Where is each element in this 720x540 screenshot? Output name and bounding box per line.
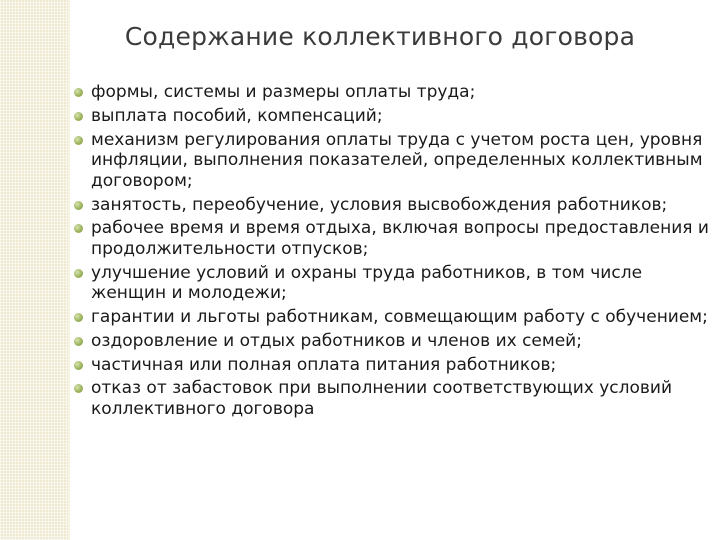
list-item [72, 331, 712, 352]
stripe-edge [68, 0, 70, 540]
list-item [72, 82, 712, 103]
bullet-icon [74, 361, 83, 370]
list-item-text: выплата пособий, компенсаций; [91, 105, 383, 126]
bullet-icon [74, 313, 83, 322]
list-item [72, 195, 712, 216]
bullet-icon [74, 224, 83, 233]
list-item [72, 378, 712, 419]
list-item-text: гарантии и льготы работникам, совмещающим работу с обучением; [91, 307, 708, 328]
list-item [72, 263, 712, 304]
list-item-text: формы, системы и размеры оплаты труда; [91, 82, 476, 102]
bullet-icon [74, 136, 83, 145]
list-item [72, 218, 712, 259]
list-item-text: занятость, переобучение, условия высвобождения работников; [91, 194, 668, 215]
bullet-icon [74, 88, 83, 97]
list-item-text: отказ от забастовок при выполнении соответствующих условий коллективного договора [91, 378, 672, 419]
bullet-icon [74, 112, 83, 121]
bullet-icon [74, 337, 83, 346]
bullet-icon [74, 269, 83, 278]
list-item-text: частичная или полная оплата питания работников; [91, 354, 557, 375]
list-item-text: оздоровление и отдых работников и членов их семей; [91, 330, 582, 351]
list-item-text: рабочее время и время отдыха, включая вопросы предоставления и продолжительности отпусков; [91, 218, 709, 259]
list-item-text: механизм регулирования оплаты труда с учетом роста цен, уровня инфляции, выполнения показателей, определенных коллективным договором; [91, 129, 703, 191]
bullet-icon [74, 201, 83, 210]
bullet-icon [74, 384, 83, 393]
list-item [72, 355, 712, 376]
list-item [72, 130, 712, 192]
slide-title: Содержание коллективного договора [124, 22, 636, 51]
list-item [72, 307, 712, 328]
list-item [72, 106, 712, 127]
decorative-side-stripe [0, 0, 68, 540]
content-list [72, 82, 712, 423]
list-item-text: улучшение условий и охраны труда работников, в том числе женщин и молодежи; [91, 262, 643, 304]
